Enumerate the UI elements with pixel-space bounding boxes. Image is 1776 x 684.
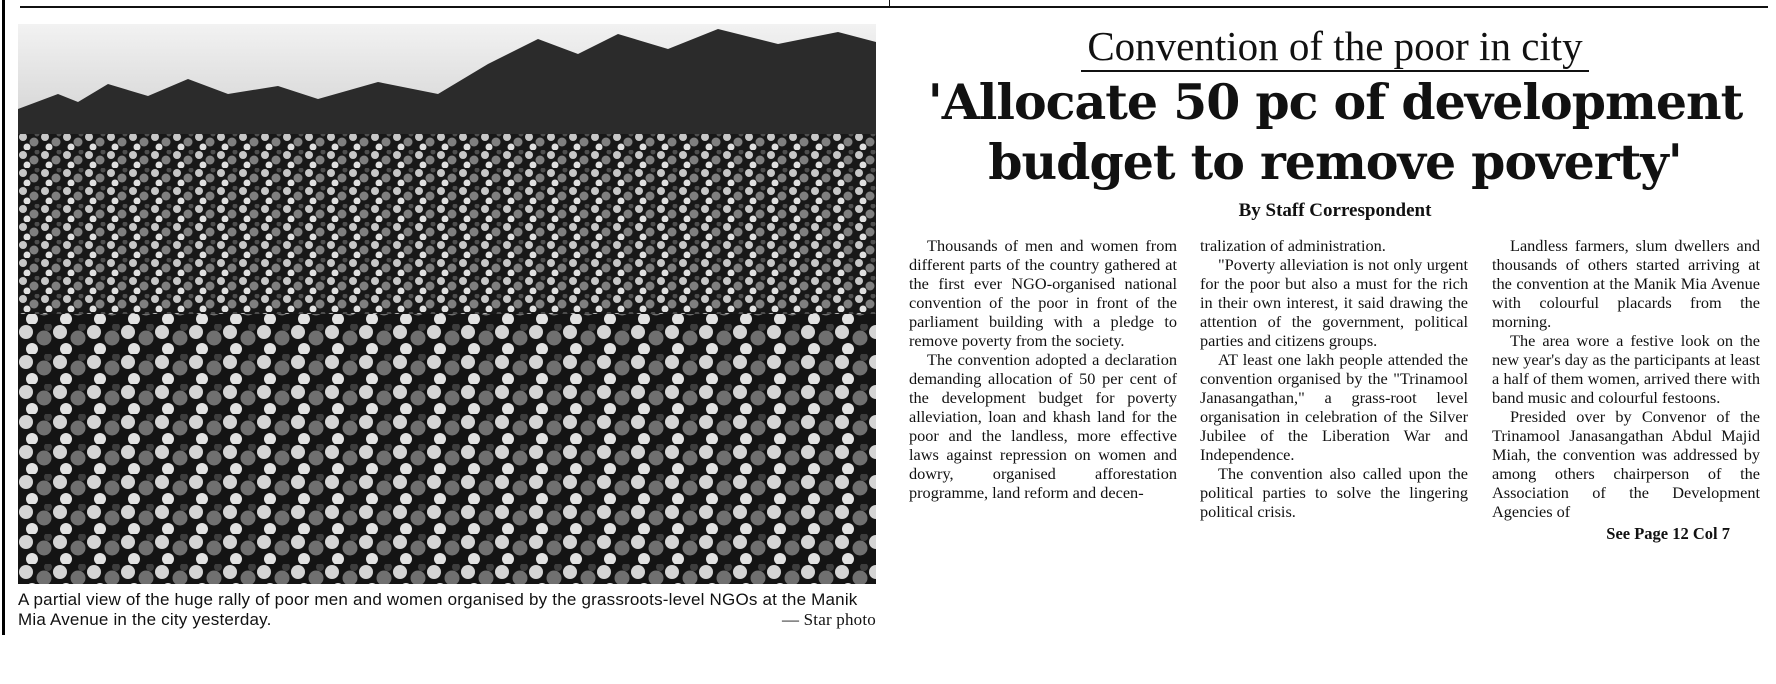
paragraph: "Poverty alleviation is not only urgent for the poor but also a must for the rich in their own interest, it said drawing the attention of the government, political parties and citizens groups. bbox=[1200, 255, 1468, 350]
fold-tick bbox=[889, 0, 890, 8]
top-rule bbox=[20, 6, 1768, 8]
photo-caption bbox=[18, 590, 876, 630]
caption-text: A partial view of the huge rally of poor men and women organised by the grassroots-level NGOs at the Manik Mia Avenue in the city yesterday. bbox=[18, 590, 858, 629]
kicker-headline bbox=[895, 22, 1775, 70]
left-margin-rule bbox=[2, 0, 5, 635]
paragraph: The convention also called upon the political parties to solve the lingering political crisis. bbox=[1200, 464, 1468, 521]
jump-line: See Page 12 Col 7 bbox=[1606, 524, 1730, 543]
paragraph: tralization of administration. bbox=[1200, 236, 1386, 255]
kicker-text: Convention of the poor in city bbox=[1081, 23, 1588, 72]
byline: By Staff Correspondent bbox=[1238, 200, 1432, 221]
article-column-1 bbox=[909, 236, 1177, 502]
rally-photo bbox=[18, 24, 876, 584]
rally-photo-image bbox=[18, 24, 876, 584]
headline-line-1: 'Allocate 50 pc of development bbox=[927, 73, 1743, 131]
paragraph: Presided over by Convenor of the Trinamool Janasangathan Abdul Majid Miah, the convention was addressed by among others chairperson of the Association of the Development Agencies of bbox=[1492, 407, 1760, 521]
paragraph: AT least one lakh people attended the convention organised by the "Trinamool Janasangathan," a grass-root level organisation in celebration of the Silver Jubilee of the Liberation War and Independence. bbox=[1200, 350, 1468, 464]
paragraph: Landless farmers, slum dwellers and thousands of others started arriving at the convention at the Manik Mia Avenue with colourful placards from the morning. bbox=[1492, 236, 1760, 331]
article-column-2 bbox=[1200, 236, 1468, 521]
photo-credit: — Star photo bbox=[781, 610, 876, 629]
paragraph: The area wore a festive look on the new year's day as the participants at least a half of them women, arrived there with band music and colourful festoons. bbox=[1492, 331, 1760, 407]
headline-line-2: budget to remove poverty' bbox=[988, 133, 1682, 191]
paragraph: Thousands of men and women from different parts of the country gathered at the first ever NGO-organised national convention of the poor in front of the parliament building with a pledge to remove poverty from the society. bbox=[909, 236, 1177, 350]
paragraph: The convention adopted a declaration demanding allocation of 50 per cent of the development budget for poverty alleviation, loan and khash land for the poor and the landless, more effective laws against repression on women and dowry, organised afforestation programme, land reform and decen- bbox=[909, 350, 1177, 502]
main-headline bbox=[895, 72, 1775, 192]
article-column-3 bbox=[1492, 236, 1760, 543]
